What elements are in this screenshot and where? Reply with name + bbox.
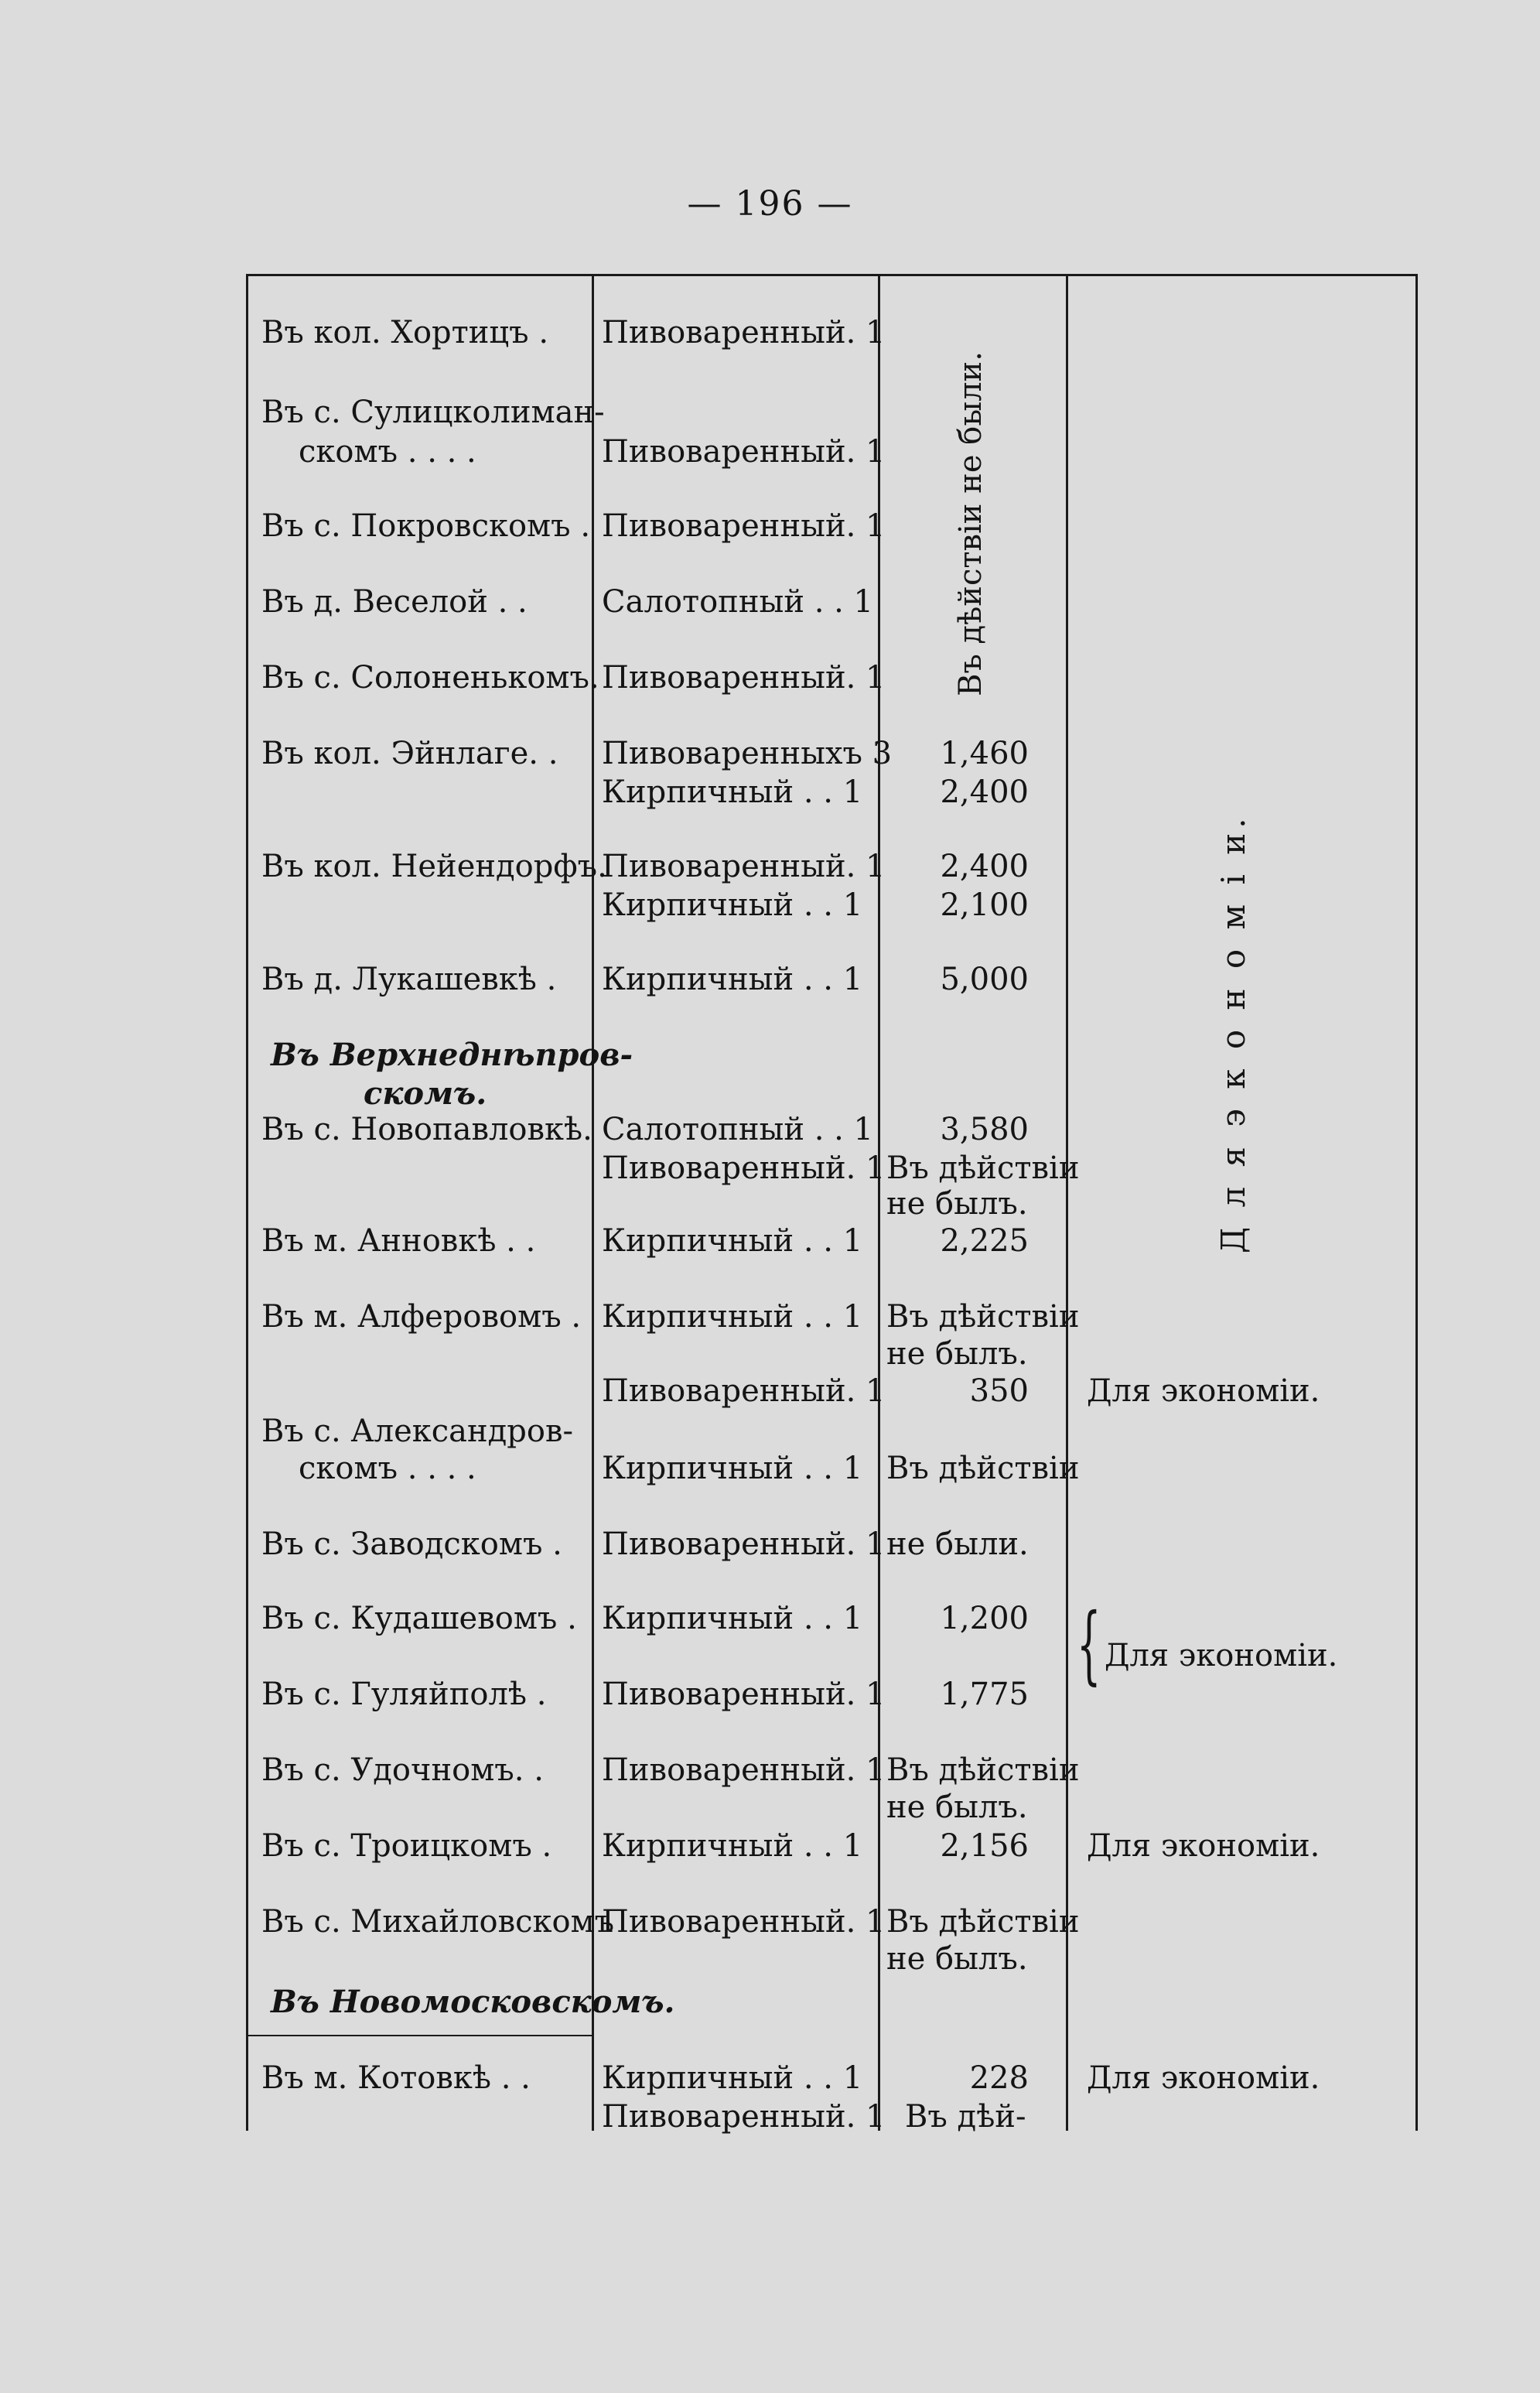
factory-cell: Пивоваренныхъ 3 — [602, 736, 893, 771]
place-cell: Въ с. Гуляйполѣ . — [261, 1677, 547, 1712]
factory-cell: Пивоваренный. 1 — [602, 315, 886, 350]
place-cell: Въ с. Заводскомъ . — [261, 1526, 562, 1562]
factory-cell: Кирпичный . . 1 — [602, 1451, 863, 1486]
output-cell: Въ дѣйствіи — [886, 1752, 1080, 1788]
output-cell: 2,225 — [940, 1223, 1029, 1259]
output-cell: не были. — [886, 1526, 1029, 1562]
output-cell: 350 — [969, 1373, 1029, 1409]
output-cell: 5,000 — [940, 962, 1029, 997]
table-border-right — [1415, 274, 1418, 2131]
place-cell: Въ кол. Нейендорфъ. — [261, 849, 607, 884]
factory-cell: Пивоваренный. 1 — [602, 1526, 886, 1562]
output-cell: 1,200 — [940, 1601, 1029, 1636]
district-heading: Въ Новомосковскомъ. — [271, 1984, 675, 2020]
section-rule — [246, 2035, 594, 2036]
place-cell: Въ с. Покровскомъ . — [261, 508, 591, 544]
factory-cell: Кирпичный . . 1 — [602, 1601, 863, 1636]
output-cell: Въ дѣйствіи — [886, 1904, 1080, 1940]
note-cell: Для экономіи. — [1105, 1638, 1338, 1673]
output-cell: Въ дѣйствіи — [886, 1150, 1080, 1186]
factory-cell: Салотопный . . 1 — [602, 1112, 873, 1147]
place-cell: Въ м. Котовкѣ . . — [261, 2060, 531, 2096]
output-cell: не былъ. — [886, 1790, 1028, 1825]
note-cell: Для экономіи. — [1087, 2060, 1320, 2096]
factory-cell: Пивоваренный. 1 — [602, 1904, 886, 1940]
factory-cell: Кирпичный . . 1 — [602, 1223, 863, 1259]
output-cell: 2,156 — [940, 1828, 1029, 1864]
output-cell: 2,400 — [940, 849, 1029, 884]
factory-cell: Кирпичный . . 1 — [602, 2060, 863, 2096]
factory-cell: Кирпичный . . 1 — [602, 1299, 863, 1335]
factory-cell: Пивоваренный. 1 — [602, 2099, 886, 2135]
factory-cell: Пивоваренный. 1 — [602, 1752, 886, 1788]
output-cell: 228 — [969, 2060, 1029, 2096]
column-divider-2 — [878, 274, 880, 2131]
output-cell: не былъ. — [886, 1186, 1028, 1222]
output-cell: не былъ. — [886, 1336, 1028, 1372]
place-cell: Въ с. Новопавловкѣ. — [261, 1112, 592, 1147]
place-cell: Въ с. Александров- — [261, 1414, 574, 1449]
column-divider-1 — [592, 274, 594, 2131]
note-cell: Для экономіи. — [1087, 1828, 1320, 1864]
factory-cell: Пивоваренный. 1 — [602, 1677, 886, 1712]
place-cell: Въ с. Кудашевомъ . — [261, 1601, 577, 1636]
page-number: — 196 — — [687, 184, 853, 224]
place-cell: скомъ . . . . — [299, 434, 476, 470]
factory-cell: Кирпичный . . 1 — [602, 887, 863, 923]
place-cell: Въ д. Веселой . . — [261, 584, 528, 620]
output-cell: не былъ. — [886, 1941, 1028, 1977]
place-cell: скомъ . . . . — [299, 1451, 476, 1486]
place-cell: Въ м. Анновкѣ . . — [261, 1223, 536, 1259]
output-cell: 1,460 — [940, 736, 1029, 771]
output-cell: 2,100 — [940, 887, 1029, 923]
factory-cell: Кирпичный . . 1 — [602, 774, 863, 810]
note-cell: Для экономіи. — [1087, 1373, 1320, 1409]
factory-cell: Кирпичный . . 1 — [602, 962, 863, 997]
output-cell: Въ дѣйствіи — [886, 1299, 1080, 1335]
place-cell: Въ с. Троицкомъ . — [261, 1828, 552, 1864]
table-border-left — [246, 274, 248, 2131]
output-cell: 2,400 — [940, 774, 1029, 810]
factory-cell: Кирпичный . . 1 — [602, 1828, 863, 1864]
vertical-note-not-in-operation: Въ дѣйствіи не были. — [953, 351, 989, 696]
brace-symbol: { — [1077, 1595, 1101, 1694]
vertical-note-for-economy: Д л я э к о н о м і и. — [1214, 813, 1252, 1253]
place-cell: Въ с. Михайловскомъ — [261, 1904, 615, 1940]
place-cell: Въ д. Лукашевкѣ . — [261, 962, 557, 997]
place-cell: Въ м. Алферовомъ . — [261, 1299, 582, 1335]
output-cell: 1,775 — [940, 1677, 1029, 1712]
district-heading: Въ Верхнеднѣпров- — [271, 1037, 633, 1073]
place-cell: Въ с. Сулицколиман- — [261, 395, 605, 430]
place-cell: Въ кол. Эйнлаге. . — [261, 736, 558, 771]
factory-cell: Пивоваренный. 1 — [602, 508, 886, 544]
table-top-rule — [246, 274, 1417, 276]
factory-cell: Пивоваренный. 1 — [602, 660, 886, 696]
output-cell: 3,580 — [940, 1112, 1029, 1147]
place-cell: Въ кол. Хортицъ . — [261, 315, 549, 350]
place-cell: Въ с. Солоненькомъ. — [261, 660, 599, 696]
factory-cell: Пивоваренный. 1 — [602, 434, 886, 470]
output-cell: Въ дѣйствіи — [886, 1451, 1080, 1486]
factory-cell: Пивоваренный. 1 — [602, 1150, 886, 1186]
output-cell: Въ дѣй- — [905, 2099, 1026, 2135]
place-cell: Въ с. Удочномъ. . — [261, 1752, 544, 1788]
column-divider-3 — [1066, 274, 1068, 2131]
factory-cell: Пивоваренный. 1 — [602, 1373, 886, 1409]
district-heading: скомъ. — [364, 1075, 487, 1112]
factory-cell: Пивоваренный. 1 — [602, 849, 886, 884]
factory-cell: Салотопный . . 1 — [602, 584, 873, 620]
